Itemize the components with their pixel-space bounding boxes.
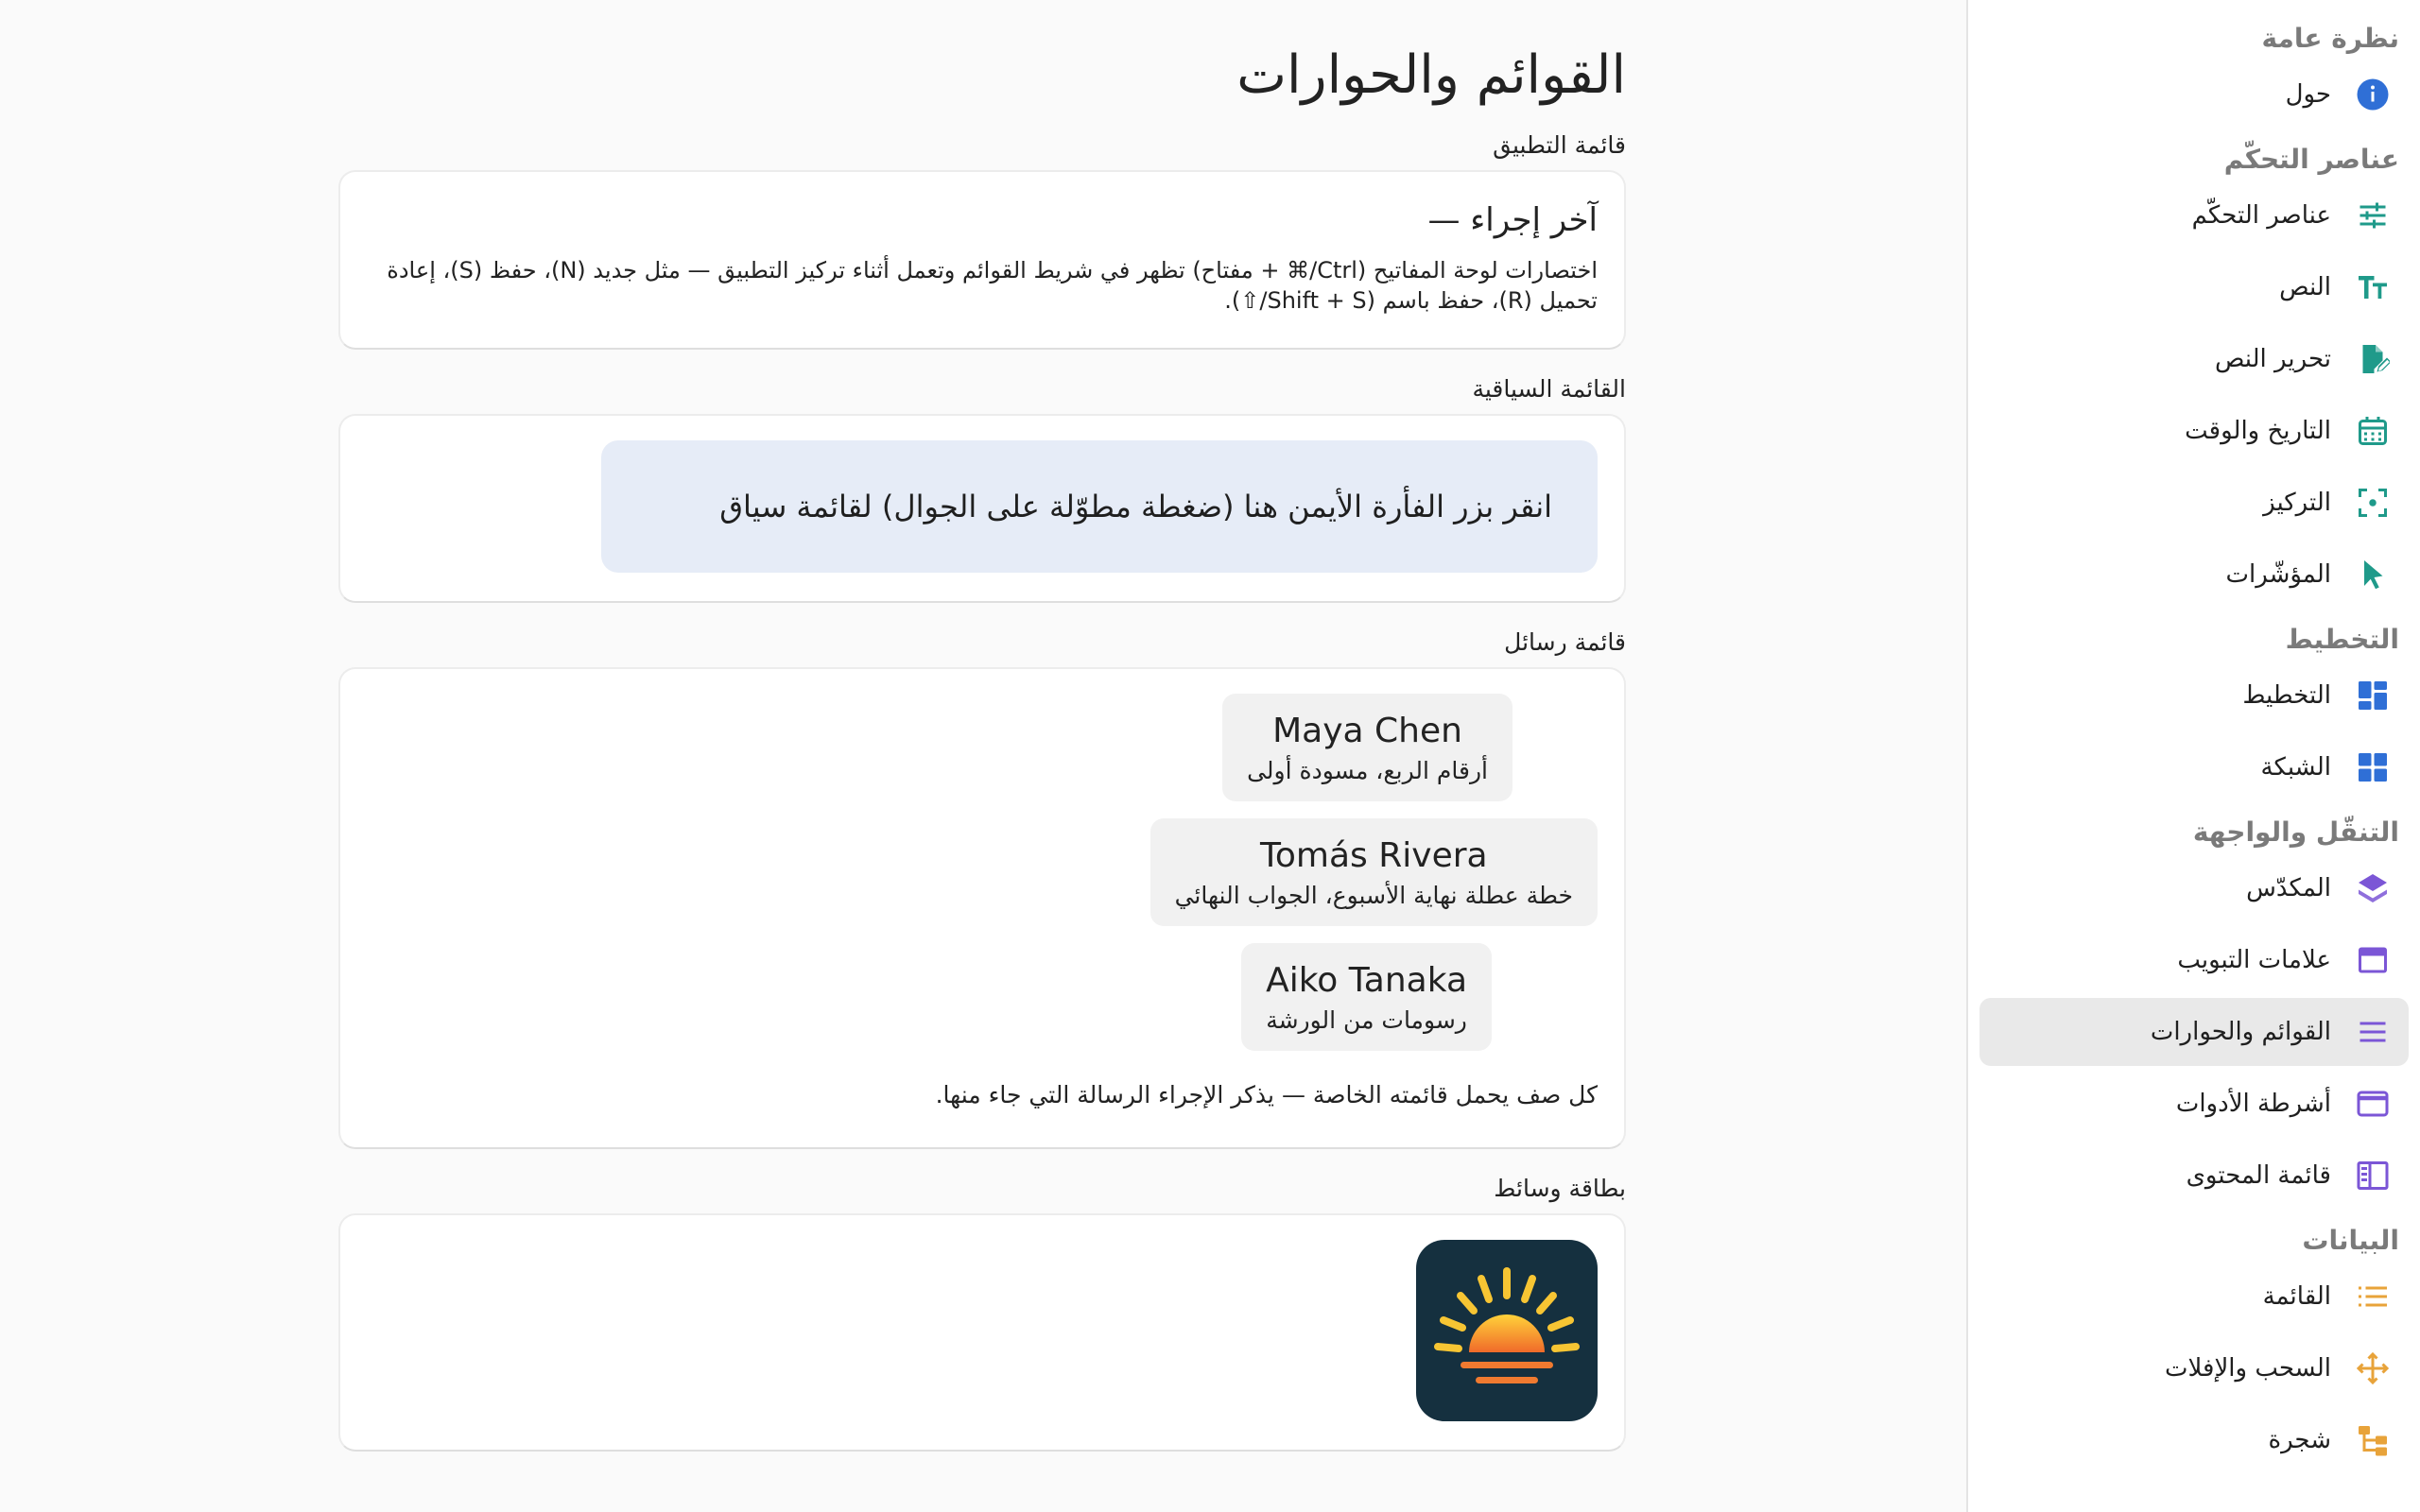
message-menu-card: [338, 667, 1626, 1149]
sidebar-item-edit-document[interactable]: [1979, 325, 2409, 393]
message-item[interactable]: [1222, 694, 1512, 801]
sidebar-section-header: نظرة عامة: [2261, 23, 2399, 54]
sidebar-item-sliders[interactable]: [1979, 181, 2409, 249]
sidebar-item-label: قائمة المحتوى: [2186, 1161, 2331, 1190]
context-menu-target[interactable]: انقر بزر الفأرة الأيمن هنا (ضغطة مطوّلة على الجوال) لقائمة سياق: [601, 440, 1598, 573]
focus-icon: [2352, 482, 2394, 524]
sidebar-section-header: التخطيط: [2285, 624, 2399, 655]
sidebar-item-label: أشرطة الأدوات: [2175, 1090, 2331, 1118]
sidebar-item-label: التركيز: [2263, 489, 2331, 517]
main-content: [338, 0, 1626, 1452]
message-row-3: [367, 943, 1598, 1068]
sidebar-item-tabs[interactable]: [1979, 926, 2409, 994]
sidebar-item-tree[interactable]: [1979, 1406, 2409, 1474]
sidebar-item-layout[interactable]: [1979, 662, 2409, 730]
sidebar-section-header: عناصر التحكّم: [2223, 144, 2399, 175]
message-sender: Tomás Rivera: [1260, 836, 1488, 875]
sidebar-item-move[interactable]: [1979, 1334, 2409, 1402]
context-menu-card: [338, 414, 1626, 603]
sidebar-section-header: البيانات: [2302, 1225, 2399, 1256]
sunrise-icon: [1426, 1250, 1587, 1411]
sidebar-item-label: علامات التبويب: [2177, 946, 2331, 974]
app-menu-section-label: قائمة التطبيق: [1493, 131, 1626, 159]
media-card-section-label: بطاقة وسائط: [1494, 1175, 1626, 1202]
sidebar-item-focus[interactable]: [1979, 469, 2409, 537]
sidebar-item-calendar[interactable]: [1979, 397, 2409, 465]
message-preview: رسومات من الورشة: [1266, 1006, 1467, 1034]
list-icon: [2352, 1276, 2394, 1317]
sliders-icon: [2352, 195, 2394, 236]
sidebar-item-toolbar[interactable]: [1979, 1070, 2409, 1138]
page-title: القوائم والحوارات: [1236, 44, 1626, 106]
message-menu-section-label: قائمة رسائل: [1504, 628, 1626, 656]
sidebar-item-label: تحرير النص: [2214, 345, 2331, 373]
sidebar-item-label: القوائم والحوارات: [2150, 1018, 2331, 1046]
toolbar-icon: [2352, 1083, 2394, 1125]
message-row-1: [367, 694, 1598, 818]
message-menu-note: كل صف يحمل قائمته الخاصة — يذكر الإجراء الرسالة التي جاء منها.: [935, 1081, 1598, 1108]
sidebar-item-label: حول: [2285, 80, 2331, 109]
message-preview: أرقام الربع، مسودة أولى: [1247, 757, 1488, 784]
sidebar-item-label: التاريخ والوقت: [2185, 417, 2331, 445]
grid-icon: [2352, 747, 2394, 788]
message-row-2: [367, 818, 1598, 943]
message-item[interactable]: [1241, 943, 1492, 1051]
sidebar-item-list[interactable]: [1979, 1263, 2409, 1331]
tabs-icon: [2352, 939, 2394, 981]
sidebar-item-stack[interactable]: [1979, 854, 2409, 922]
sidebar-item-label: المؤشّرات: [2225, 560, 2331, 589]
message-sender: Aiko Tanaka: [1266, 961, 1467, 1000]
media-thumbnail[interactable]: [1416, 1240, 1598, 1421]
app-menu-card: [338, 170, 1626, 350]
edit-document-icon: [2352, 338, 2394, 380]
pointer-icon: [2352, 554, 2394, 595]
sidebar-item-label: المكدّس: [2246, 874, 2331, 902]
sidebar-item-label: التخطيط: [2242, 681, 2331, 710]
sidebar-item-sidebar-panel[interactable]: [1979, 1142, 2409, 1210]
sidebar-item-text[interactable]: [1979, 253, 2409, 321]
layout-icon: [2352, 675, 2394, 716]
media-card: [338, 1213, 1626, 1452]
sidebar-panel-icon: [2352, 1155, 2394, 1196]
message-preview: خطة عطلة نهاية الأسبوع، الجواب النهائي: [1174, 882, 1573, 909]
sidebar-item-label: القائمة: [2262, 1282, 2331, 1311]
sidebar-item-pointer[interactable]: [1979, 541, 2409, 609]
sidebar-item-label: شجرة: [2268, 1426, 2331, 1454]
move-icon: [2352, 1348, 2394, 1389]
sidebar-item-menu[interactable]: [1979, 998, 2409, 1066]
sidebar-item-info[interactable]: [1979, 60, 2409, 129]
text-icon: [2352, 266, 2394, 308]
info-icon: [2352, 74, 2394, 115]
sidebar-item-label: عناصر التحكّم: [2191, 201, 2331, 230]
menu-icon: [2352, 1011, 2394, 1053]
sidebar-item-label: الشبكة: [2260, 753, 2331, 782]
tree-icon: [2352, 1419, 2394, 1461]
calendar-icon: [2352, 410, 2394, 452]
sidebar-item-label: السحب والإفلات: [2165, 1354, 2331, 1383]
sidebar-item-label: النص: [2279, 273, 2331, 301]
stack-icon: [2352, 868, 2394, 909]
message-item[interactable]: [1150, 818, 1598, 926]
sidebar: [1966, 0, 2420, 1512]
context-menu-section-label: القائمة السياقية: [1472, 375, 1626, 403]
last-action-text: آخر إجراء —: [1427, 201, 1598, 239]
sidebar-section-header: التنقّل والواجهة: [2192, 816, 2399, 848]
sidebar-item-grid[interactable]: [1979, 733, 2409, 801]
shortcuts-description: اختصارات لوحة المفاتيح (Ctrl/⌘ + مفتاح) تظهر في شريط القوائم وتعمل أثناء تركيز التطبيق — مثل جديد (N)، حفظ (S)، إعادة تحميل (R)، حفظ باسم (Shift + S/⇧).: [387, 257, 1598, 314]
message-sender: Maya Chen: [1272, 712, 1462, 750]
